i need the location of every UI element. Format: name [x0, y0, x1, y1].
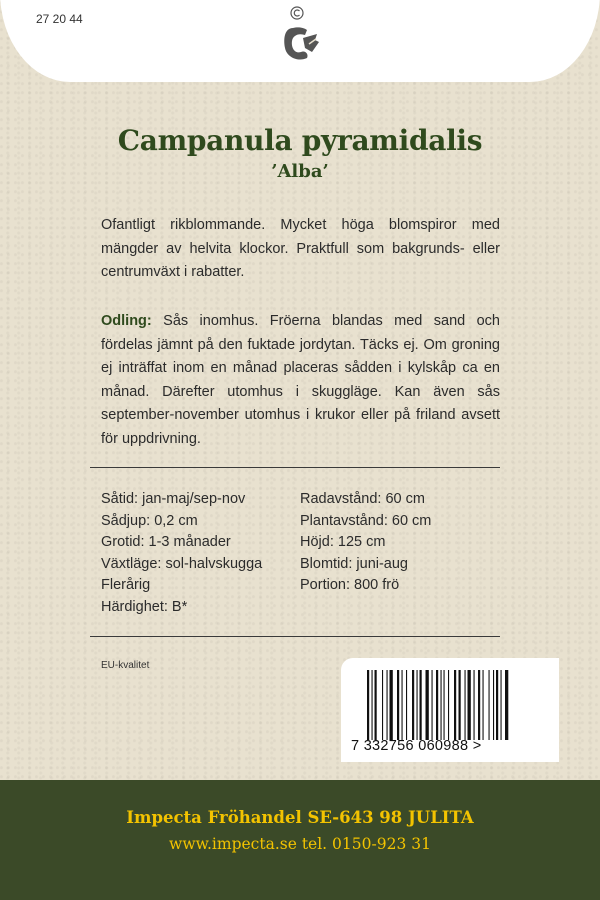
fact-hardiness: Härdighet: B* [101, 598, 188, 615]
barcode-bar [372, 670, 373, 740]
fact-portion: Portion: 800 frö [300, 577, 400, 594]
article-number: 27 20 44 [36, 12, 83, 26]
barcode-bar [402, 670, 403, 740]
fact-height: Höjd: 125 cm [300, 534, 386, 551]
barcode-bar [432, 670, 433, 740]
cultivation-label: Odling: [101, 313, 152, 329]
barcode-bar [397, 670, 399, 740]
divider-bottom [90, 636, 500, 637]
barcode-bar [505, 670, 508, 740]
barcode-bar [489, 670, 490, 740]
barcode-digits: 7 332756 060988 > [351, 738, 482, 754]
barcode-bar [406, 670, 407, 740]
barcode-bar [459, 670, 461, 740]
fact-perennial: Flerårig [101, 577, 151, 594]
barcode-bar [441, 670, 442, 740]
impecta-logo-icon [279, 4, 323, 64]
barcode-bar [496, 670, 498, 740]
barcode-bar [474, 670, 475, 740]
barcode-bar [387, 670, 388, 740]
cultivar-name: ’Alba’ [271, 161, 329, 182]
barcode-bar [420, 670, 422, 740]
fact-plant-spacing: Plantavstånd: 60 cm [300, 512, 432, 529]
quality-note: EU-kvalitet [101, 660, 150, 671]
barcode-bar [465, 670, 466, 740]
barcode-bar [436, 670, 438, 740]
divider-top [90, 467, 500, 468]
barcode-bar [417, 670, 418, 740]
barcode [341, 658, 559, 762]
barcode-bar [448, 670, 449, 740]
copyright-icon [291, 7, 303, 19]
facts-left-column [101, 489, 262, 619]
barcode-bar [444, 670, 445, 740]
description: Ofantligt rikblommande. Mycket höga blomspiror med mängder av helvita klockor. Praktfull som bakgrunds- eller centrumväxt i rabatter. [101, 217, 500, 280]
barcode-bar [375, 670, 377, 740]
barcode-bar [426, 670, 429, 740]
barcode-bar [501, 670, 502, 740]
fact-flowering-time: Blomtid: juni-aug [300, 555, 408, 572]
cultivation-text: Sås inomhus. Fröerna blandas med sand och fördelas jämnt på den fuktade jordytan. Täcks ej. Om groning ej inträffat inom en månad placeras sådden i kylskåp ca en månad. Därefter utomhus i skuggläge. Kan även sås september-november utomhus i krukor eller på friland avsett för uppdrivning. [101, 313, 500, 447]
barcode-bar [412, 670, 414, 740]
barcode-bar [478, 670, 480, 740]
facts-right-column [300, 489, 431, 597]
company-address: Impecta Fröhandel SE-643 98 JULITA [126, 808, 474, 827]
plant-title: Campanula pyramidalis [117, 124, 483, 157]
barcode-bar [454, 670, 456, 740]
barcode-bar [382, 670, 383, 740]
fact-location: Växtläge: sol-halvskugga [101, 555, 263, 572]
barcode-bar [390, 670, 393, 740]
barcode-bar [493, 670, 494, 740]
fact-sowing-time: Såtid: jan-maj/sep-nov [101, 491, 246, 507]
footer-band [0, 780, 600, 900]
barcode-bar [367, 670, 369, 740]
cultivation-instructions [101, 310, 500, 451]
barcode-bar [468, 670, 471, 740]
company-contact: www.impecta.se tel. 0150-923 31 [169, 835, 431, 853]
fact-row-spacing: Radavstånd: 60 cm [300, 491, 425, 507]
barcode-bars [367, 670, 545, 740]
fact-germination-time: Grotid: 1-3 månader [101, 534, 231, 551]
fact-sowing-depth: Sådjup: 0,2 cm [101, 512, 198, 529]
barcode-bar [483, 670, 484, 740]
